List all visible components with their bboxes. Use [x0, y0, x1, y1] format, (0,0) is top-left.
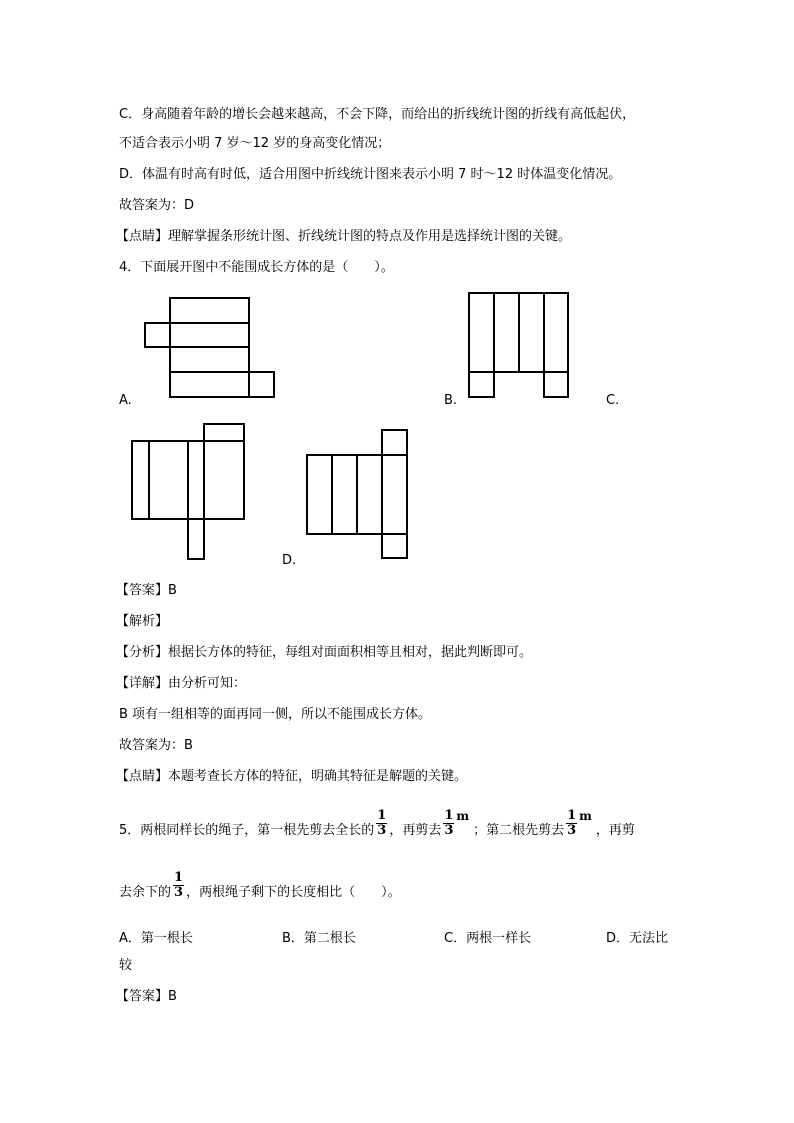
fraction-denominator: 3: [567, 823, 577, 838]
fraction-numerator: 1: [444, 808, 454, 823]
q5-answer: 【答案】B: [116, 989, 177, 1004]
net-figure-c: [132, 424, 244, 559]
q4-analysis: 【分析】根据长方体的特征，每组对面面积相等且相对，据此判断即可。: [116, 645, 533, 660]
fraction-numerator: 1: [174, 870, 184, 885]
q5-option-a: A．第一根长: [119, 931, 193, 946]
net-figure-d: [307, 430, 407, 558]
q3-option-c-line2: 不适合表示小明 7 岁～12 岁的身高变化情况；: [119, 136, 391, 151]
q3-option-d: D．体温有时高有时低，适合用图中折线统计图来表示小明 7 时～12 时体温变化情况。: [119, 167, 622, 182]
q3-answer: 故答案为：D: [119, 198, 195, 213]
q5-option-d: D．无法比: [606, 931, 669, 946]
q5-text: 去余下的: [119, 885, 172, 900]
q5-text: 5．两根同样长的绳子，第一根先剪去全长的: [119, 823, 375, 838]
q4-detail: 【详解】由分析可知：: [116, 676, 247, 691]
fraction-one-third-m: [566, 809, 577, 838]
fraction-numerator: 1: [377, 808, 387, 823]
q3-tip: 【点睛】理解掌握条形统计图、折线统计图的特点及作用是选择统计图的关键。: [116, 229, 572, 244]
q4-analysis-heading: 【解析】: [116, 614, 169, 629]
fraction-one-third: [173, 871, 184, 900]
q4-option-c-label: C.: [606, 393, 620, 408]
q4-final-answer: 故答案为：B: [119, 738, 193, 753]
q5-option-b: B．第二根长: [282, 931, 356, 946]
fraction-denominator: 3: [444, 823, 454, 838]
q4-answer: 【答案】B: [116, 583, 177, 598]
q4-detail-text: B 项有一组相等的面再同一侧，所以不能围成长方体。: [119, 707, 432, 722]
unit-meter: m: [579, 809, 592, 823]
q5-question-line2: [119, 871, 401, 901]
net-figure-a: [145, 298, 274, 397]
fraction-denominator: 3: [377, 823, 387, 838]
net-figure-b: [469, 293, 568, 397]
q3-option-c-line1: C．身高随着年龄的增长会越来越高，不会下降，而给出的折线统计图的折线有高低起伏，: [119, 107, 636, 122]
q4-option-d-label: D.: [282, 553, 297, 568]
q5-option-d-wrap: 较: [119, 958, 133, 973]
q5-text: ，两根绳子剩下的长度相比（ ）。: [186, 885, 401, 900]
q5-text: ，再剪去: [389, 823, 442, 838]
q5-text: ；第二根先剪去: [473, 823, 565, 838]
q4-option-a-label: A.: [119, 393, 132, 408]
q4-tip: 【点睛】本题考查长方体的特征，明确其特征是解题的关键。: [116, 769, 468, 784]
q4-option-b-label: B.: [444, 393, 458, 408]
unit-meter: m: [456, 809, 470, 823]
fraction-one-third-m: [443, 809, 454, 838]
q4-question: 4．下面展开图中不能围成长方体的是（ ）。: [119, 260, 394, 275]
fraction-denominator: 3: [174, 885, 184, 900]
q5-question-line1: [119, 809, 635, 839]
q5-text: ，再剪: [595, 823, 635, 838]
fraction-numerator: 1: [567, 808, 577, 823]
q5-option-c: C．两根一样长: [444, 931, 532, 946]
fraction-one-third: [376, 809, 387, 838]
